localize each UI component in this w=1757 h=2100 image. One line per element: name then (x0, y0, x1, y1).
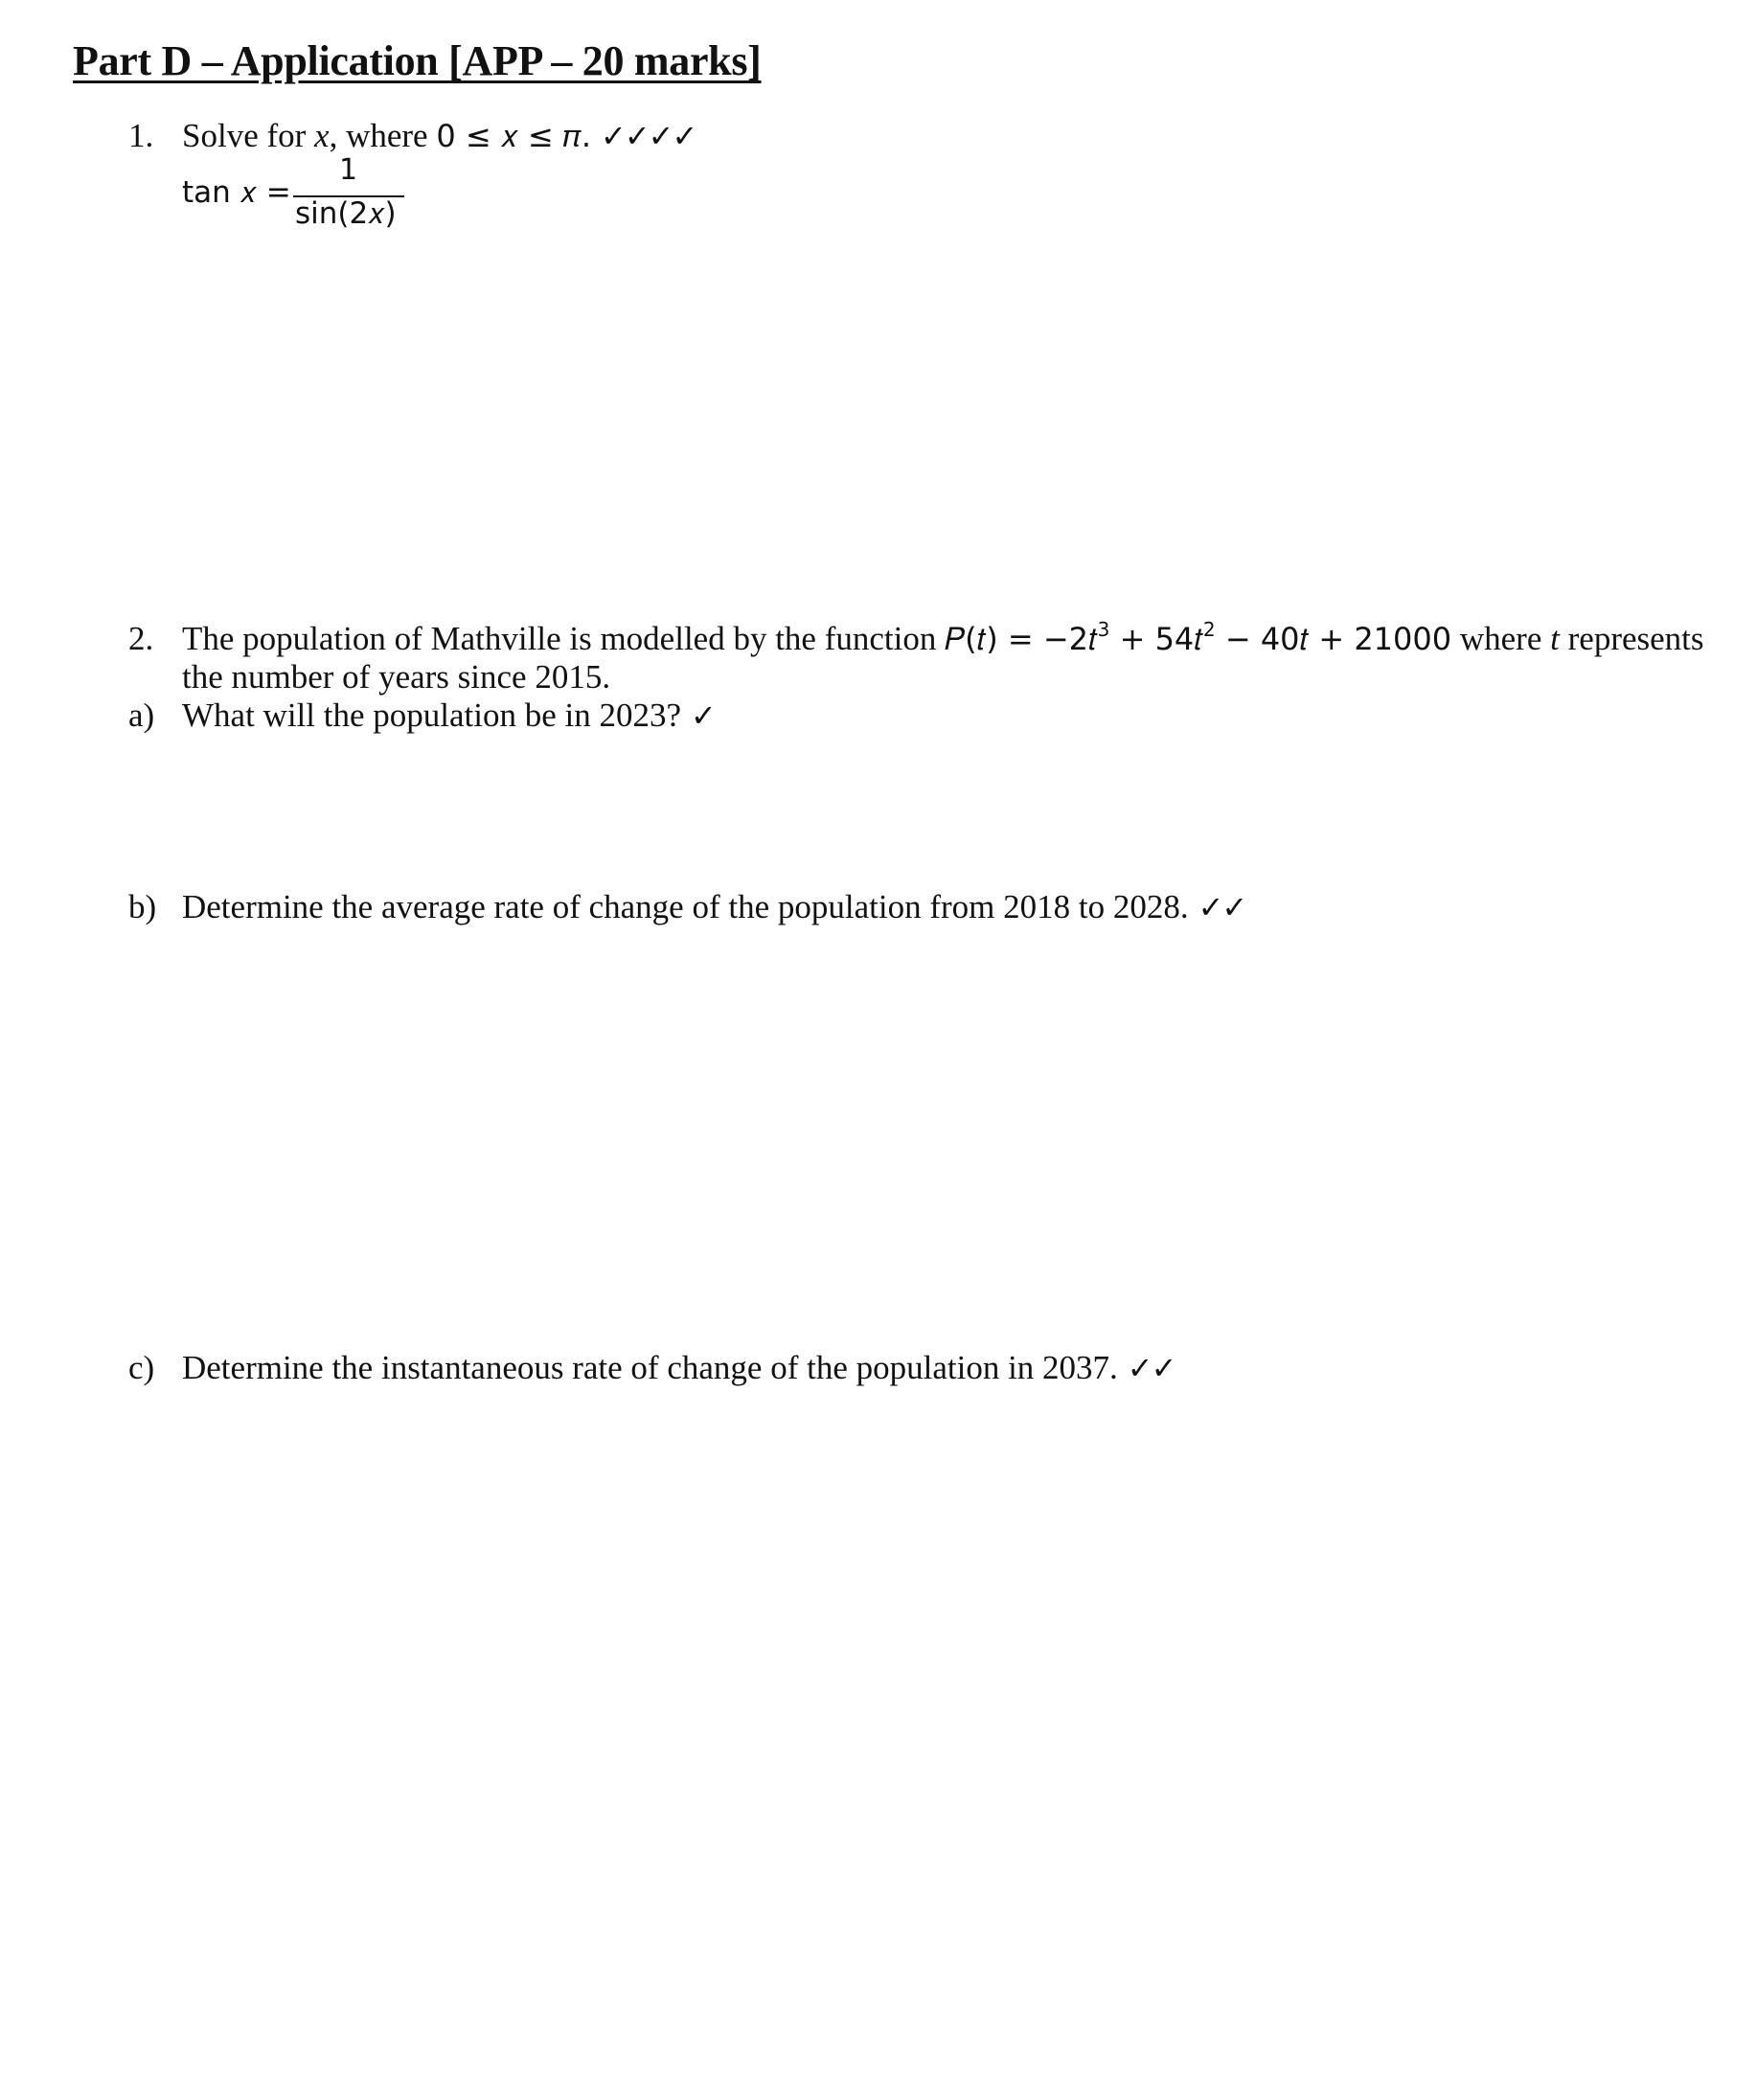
q2-function (945, 618, 1452, 657)
q2-text-start: The population of Mathville is modelled by the function (182, 620, 937, 657)
q2-exp1: 3 (1097, 618, 1110, 641)
q2a-question (182, 696, 715, 736)
q1-number: 1. (128, 117, 154, 154)
q1-ticks: ✓✓✓✓ (601, 118, 696, 154)
q2a-text: What will the population be in 2023? (182, 696, 682, 734)
q2c-question (182, 1348, 1175, 1388)
page-title: Part D – Application [APP – 20 marks] (73, 37, 762, 84)
fraction-denominator: sin(2𝑥) (295, 196, 397, 231)
q2b-label: b) (128, 888, 157, 925)
q1-where: , where (329, 117, 428, 154)
q2-exp2: 2 (1202, 618, 1216, 641)
fraction-numerator: 1 (339, 153, 358, 187)
q2-number: 2. (128, 620, 154, 657)
q2c-ticks: ✓✓ (1127, 1350, 1175, 1386)
q2a-label: a) (128, 696, 155, 734)
q2-t: t (1550, 620, 1560, 657)
q2b-question (182, 887, 1245, 927)
q2-function-mid1: + 54𝑡 (1109, 621, 1203, 657)
q1-var: x (314, 117, 330, 154)
q2a-ticks: ✓ (691, 697, 715, 734)
q2c-text: Determine the instantaneous rate of change of the population in 2037. (182, 1349, 1118, 1386)
q2b-text: Determine the average rate of change of the population from 2018 to 2028. (182, 888, 1189, 925)
q2b-ticks: ✓✓ (1198, 889, 1246, 925)
q2c-label: c) (128, 1349, 155, 1386)
q2-function-lhs: 𝑃(𝑡) = −2𝑡 (945, 621, 1098, 657)
q2-stem-line2: the number of years since 2015. (182, 658, 611, 696)
q1-condition: 0 ≤ 𝑥 ≤ 𝜋. (436, 118, 592, 154)
q2-stem-line1 (182, 619, 1704, 659)
q2-where: where (1459, 620, 1542, 657)
equation-lhs: tan 𝑥 = (182, 175, 291, 210)
q2-function-mid2: − 40𝑡 + 21000 (1215, 621, 1452, 657)
q1-text: Solve for (182, 117, 307, 154)
q2-text-end: represents (1567, 620, 1704, 657)
q1-prompt (182, 116, 696, 156)
